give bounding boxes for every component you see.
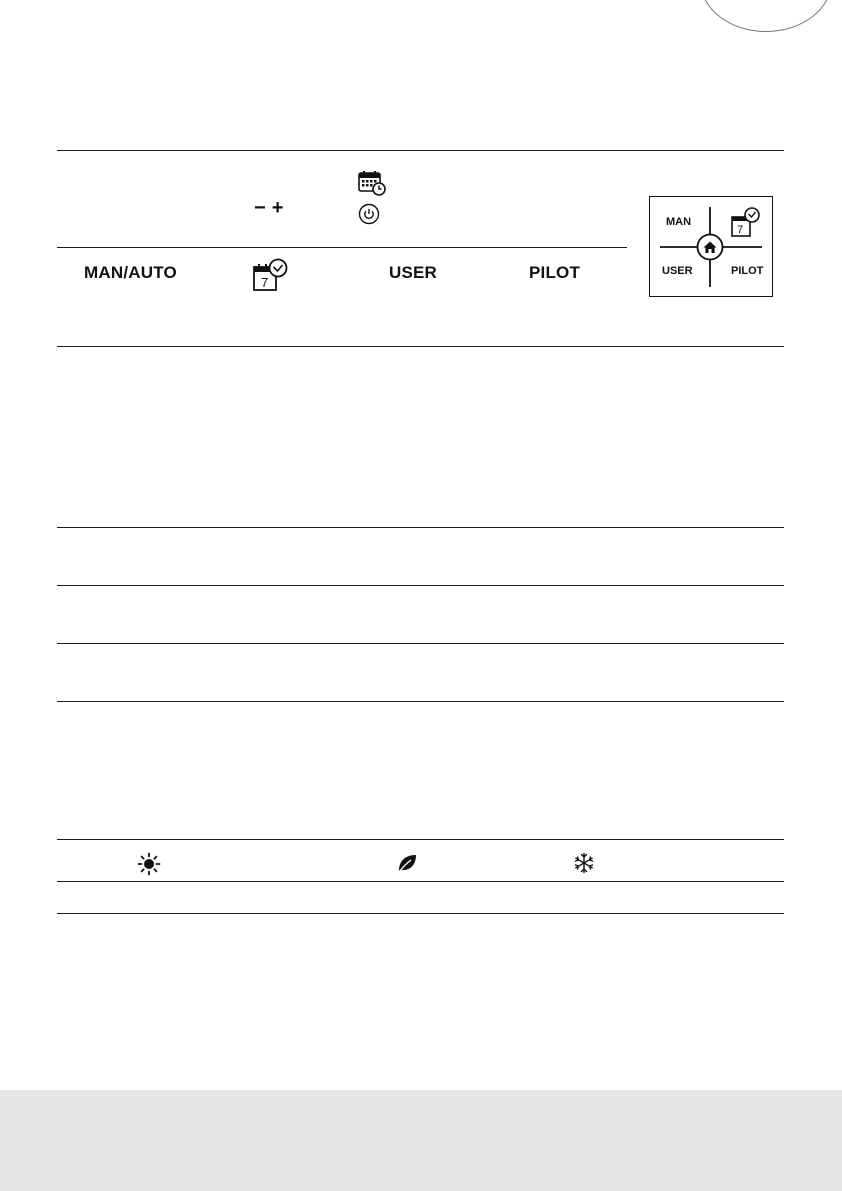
sun-icon: [137, 852, 161, 881]
snowflake-icon: [573, 852, 595, 879]
plus-button[interactable]: +: [271, 197, 290, 219]
panel-man-label: MAN: [666, 216, 692, 228]
table-rule: [57, 643, 784, 644]
panel-user-label: USER: [662, 265, 693, 277]
calendar-day-number: 7: [261, 275, 269, 290]
minus-button[interactable]: −: [254, 197, 272, 219]
corner-decoration: [700, 0, 832, 32]
table-rule: [57, 701, 784, 702]
panel-calendar-day: 7: [737, 224, 744, 236]
prog-calendar-icon[interactable]: [358, 170, 386, 201]
table-rule: [57, 527, 784, 528]
table-rule: [57, 247, 627, 248]
table-rule: [57, 150, 784, 151]
man-auto-label: MAN/AUTO: [84, 263, 177, 282]
table-rule: [57, 913, 784, 914]
home-mode-panel: [649, 196, 773, 297]
pilot-label: PILOT: [529, 263, 581, 282]
panel-pilot-label: PILOT: [731, 265, 764, 277]
leaf-icon: [396, 852, 418, 879]
power-icon[interactable]: [358, 203, 380, 230]
table-rule: [57, 585, 784, 586]
table-rule: [57, 881, 784, 882]
footer-band: [0, 1090, 842, 1191]
table-rule: [57, 839, 784, 840]
user-label: USER: [389, 263, 438, 282]
table-rule: [57, 346, 784, 347]
minus-plus-buttons: [254, 197, 289, 220]
calendar-clock-icon: [252, 258, 288, 297]
